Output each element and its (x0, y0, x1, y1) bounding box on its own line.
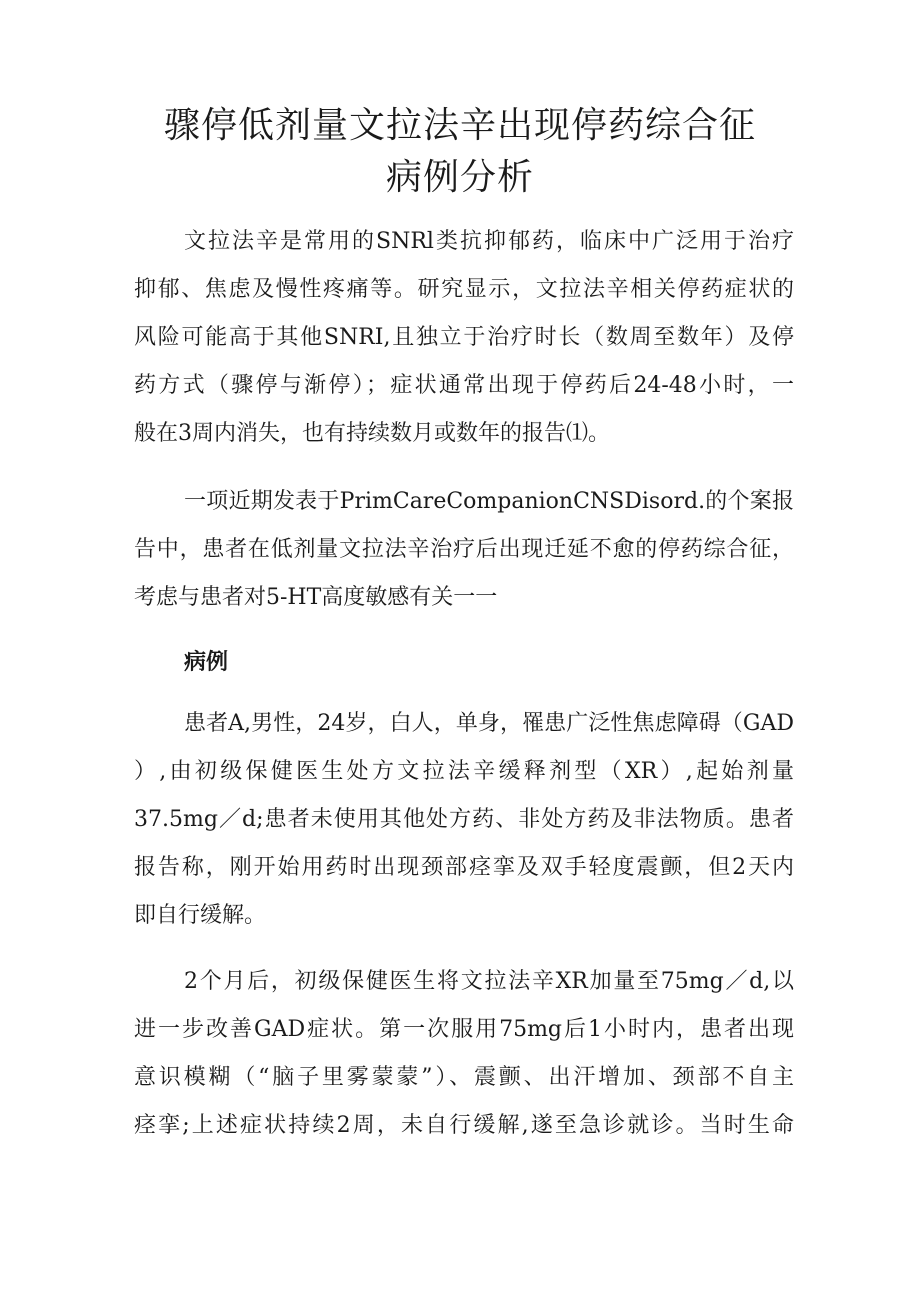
paragraph-line: 37.5mg／d;患者未使用其他处方药、非处方药及非法物质。患者 (134, 807, 794, 832)
document-title-line-2: 病例分析 (385, 157, 534, 198)
paragraph-line: 文拉法辛是常用的SNRl类抗抑郁药，临床中广泛用于治疗 (184, 229, 794, 254)
case-paragraph-2 (134, 958, 794, 1150)
paragraph-line: 即自行缓解。 (134, 903, 267, 928)
intro-paragraph-2 (134, 478, 794, 622)
paragraph-line: 痉挛;上述症状持续2周，未自行缓解,遂至急诊就诊。当时生命 (134, 1113, 794, 1138)
paragraph-line: 意识模糊（“脑子里雾蒙蒙”）、震颤、出汗增加、颈部不自主 (134, 1065, 794, 1090)
paragraph-line: 2个月后，初级保健医生将文拉法辛XR加量至75mg／d,以 (184, 969, 794, 994)
paragraph-line: 告中，患者在低剂量文拉法辛治疗后出现迁延不愈的停药综合征， (134, 537, 794, 562)
paragraph-line: ）,由初级保健医生处方文拉法辛缓释剂型（XR）,起始剂量 (134, 759, 794, 784)
intro-paragraph-1 (134, 218, 794, 458)
paragraph-line: 风险可能高于其他SNRI,且独立于治疗时长（数周至数年）及停 (134, 325, 794, 350)
document-title-line-1: 骤停低剂量文拉法辛出现停药综合征 (163, 105, 756, 146)
paragraph-line: 进一步改善GAD症状。第一次服用75mg后1小时内，患者出现 (134, 1017, 794, 1042)
case-paragraph-1 (134, 700, 794, 940)
paragraph-line: 报告称，刚开始用药时出现颈部痉挛及双手轻度震颤，但2天内 (134, 855, 794, 880)
paragraph-line: 药方式（骤停与渐停）；症状通常出现于停药后24-48小时，一 (134, 373, 794, 398)
paragraph-line: 一项近期发表于PrimCareCompanionCNSDisord.的个案报 (184, 489, 794, 514)
paragraph-line: 抑郁、焦虑及慢性疼痛等。研究显示，文拉法辛相关停药症状的 (134, 277, 794, 302)
paragraph-line: 患者A,男性，24岁，白人，单身，罹患广泛性焦虑障碍（GAD (184, 711, 794, 736)
section-heading-case: 病例 (184, 649, 229, 675)
paragraph-line: 考虑与患者对5-HT高度敏感有关一一 (134, 585, 498, 610)
paragraph-line: 般在3周内消失，也有持续数月或数年的报告⑴。 (134, 421, 610, 446)
